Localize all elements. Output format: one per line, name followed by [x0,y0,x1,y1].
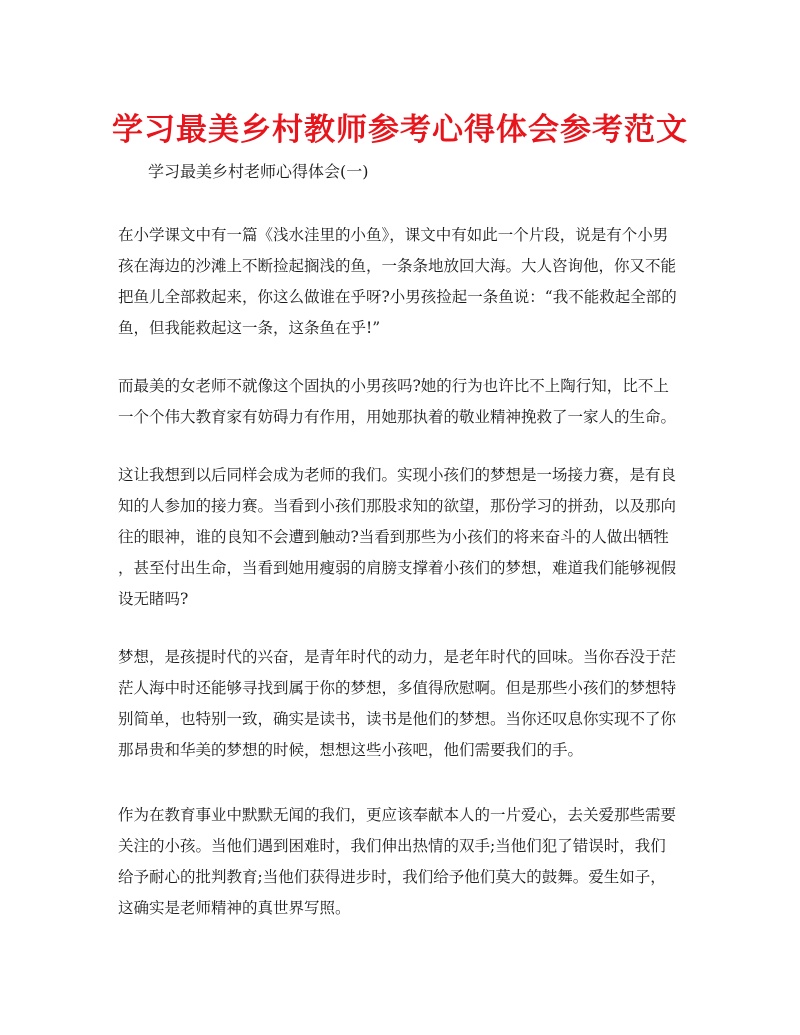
paragraph-5 [118,800,690,924]
paragraph-line: 在小学课文中有一篇《浅水洼里的小鱼》，课文中有如此一个片段，说是有个小男 [118,226,669,244]
paragraph-line: 把鱼儿全部救起来，你这么做谁在乎呀?小男孩捡起一条鱼说：“我不能救起全部的 [118,288,677,306]
paragraph-line: 那昂贵和华美的梦想的时候，想想这些小孩吧，他们需要我们的手。 [118,741,584,759]
paragraph-line: 茫人海中时还能够寻找到属于你的梦想，多值得欣慰啊。但是那些小孩们的梦想特 [118,679,677,697]
paragraph-line: 一个个伟大教育家有妨碍力有作用，用她那执着的敬业精神挽救了一家人的生命。 [118,408,677,426]
paragraph-2 [118,371,690,433]
document-subtitle: 学习最美乡村老师心得体会(一) [148,162,369,181]
paragraph-4 [118,642,690,766]
paragraph-1 [118,220,690,344]
paragraph-line: 知的人参加的接力赛。当看到小孩们那股求知的欲望，那份学习的拼劲，以及那向 [118,497,677,515]
paragraph-line: 这让我想到以后同样会成为老师的我们。实现小孩们的梦想是一场接力赛，是有良 [118,466,677,484]
paragraph-line: 孩在海边的沙滩上不断捡起搁浅的鱼，一条条地放回大海。大人咨询他，你又不能 [118,257,677,275]
paragraph-line: ，甚至付出生命，当看到她用瘦弱的肩膀支撑着小孩们的梦想，难道我们能够视假 [118,559,677,577]
paragraph-line: 给予耐心的批判教育;当他们获得进步时，我们给予他们莫大的鼓舞。爱生如子， [118,868,666,886]
paragraph-line: 作为在教育事业中默默无闻的我们，更应该奉献本人的一片爱心，去关爱那些需要 [118,806,677,824]
paragraph-line: 梦想，是孩提时代的兴奋，是青年时代的动力，是老年时代的回味。当你吞没于茫 [118,648,677,666]
paragraph-line: 这确实是老师精神的真世界写照。 [118,899,351,917]
paragraph-line: 关注的小孩。当他们遇到困难时，我们伸出热情的双手;当他们犯了错误时，我们 [118,837,666,855]
paragraph-line: 鱼，但我能救起这一条，这条鱼在乎!” [118,319,381,337]
paragraph-line: 别简单，也特别一致，确实是读书，读书是他们的梦想。当你还叹息你实现不了你 [118,710,677,728]
paragraph-line: 设无睹吗? [118,590,189,608]
paragraph-line: 而最美的女老师不就像这个固执的小男孩吗?她的行为也许比不上陶行知，比不上 [118,377,669,395]
paragraph-line: 往的眼神，谁的良知不会遭到触动?当看到那些为小孩们的将来奋斗的人做出牺牲 [118,528,669,546]
document-title: 学习最美乡村教师参考心得体会参考范文 [112,112,688,148]
paragraph-3 [118,460,690,615]
